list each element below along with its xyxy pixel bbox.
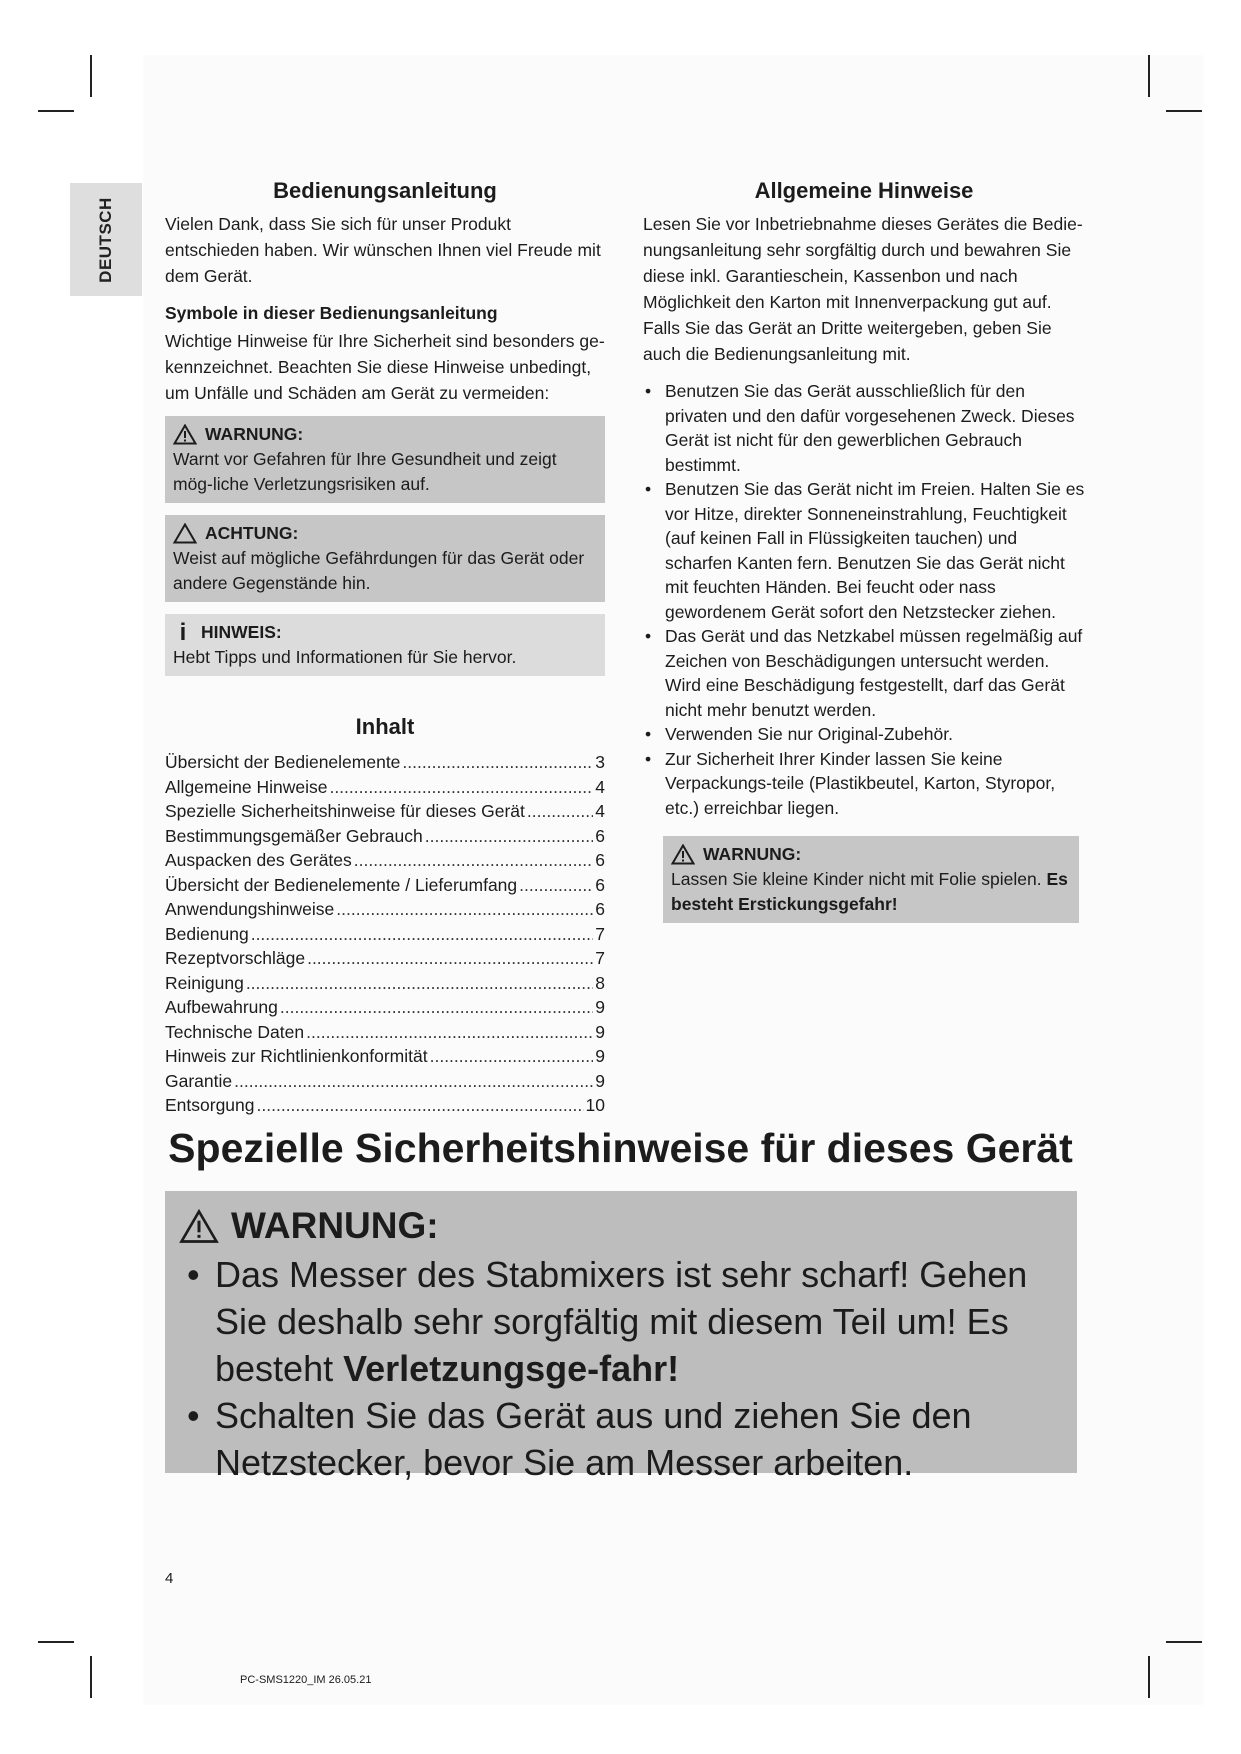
note-text: Hebt Tipps und Informationen für Sie hervor. [173, 647, 517, 667]
general-notes-title: Allgemeine Hinweise [754, 178, 974, 203]
children-warning-title: WARNUNG: [703, 844, 802, 864]
toc-row [165, 1093, 605, 1118]
toc-leader-dots [251, 922, 594, 947]
toc-page-number: 6 [595, 899, 605, 919]
special-warning-box [165, 1191, 1077, 1483]
caution-text: Weist auf mögliche Gefährdungen für das Gerät oder andere Gegenstände hin. [173, 548, 585, 593]
toc-row [165, 824, 605, 849]
general-note-item: • Zur Sicherheit Ihrer Kinder lassen Sie keine Verpackungs-teile (Plastikbeutel, Karton, Styropor, etc.) erreichbar liegen. [643, 747, 1085, 821]
toc-row [165, 848, 605, 873]
toc-leader-dots [425, 824, 594, 849]
crop-mark-bottom-right-v [1148, 1656, 1150, 1698]
toc-page-number: 4 [595, 801, 605, 821]
general-notes-list [643, 379, 1085, 820]
table-of-contents [165, 750, 605, 1118]
caution-title: ACHTUNG: [205, 523, 299, 543]
toc-leader-dots [246, 971, 593, 996]
manual-title: Bedienungsanleitung [273, 178, 497, 203]
toc-row [165, 1044, 605, 1069]
warning-triangle-icon [173, 424, 197, 445]
info-icon: i [179, 618, 187, 646]
warning-triangle-icon [671, 844, 695, 865]
toc-label: Garantie [165, 1070, 233, 1091]
children-warning-emphasis: Es besteht Erstickungsgefahr! [671, 869, 1068, 914]
toc-leader-dots [307, 946, 593, 971]
toc-label: Technische Daten [165, 1021, 305, 1042]
note-box [165, 614, 605, 676]
warning-title-row [173, 422, 597, 447]
crop-mark-top-left-h [38, 110, 74, 112]
warning-text: Warnt vor Gefahren für Ihre Gesundheit und zeigt mög-liche Verletzungsrisiken auf. [173, 449, 557, 494]
toc-row [165, 897, 605, 922]
toc-label: Übersicht der Bedienelemente [165, 752, 401, 772]
caution-box [165, 515, 605, 602]
toc-page-number: 10 [585, 1095, 605, 1115]
toc-page-number: 6 [595, 825, 605, 846]
right-column [643, 178, 1085, 923]
toc-label: Allgemeine Hinweise [165, 776, 328, 797]
note-title: HINWEIS: [201, 622, 282, 642]
toc-row [165, 873, 605, 898]
toc-row [165, 775, 605, 800]
special-warning-head [179, 1201, 1063, 1251]
page-number: 4 [165, 1570, 174, 1587]
general-note-item: • Verwenden Sie nur Original-Zubehör. [643, 722, 1085, 747]
toc-row [165, 799, 605, 824]
toc-page-number: 4 [595, 776, 605, 797]
toc-label: Bedienung [165, 923, 249, 944]
crop-mark-bottom-left-h [38, 1641, 74, 1643]
toc-leader-dots [430, 1044, 594, 1069]
toc-label: Rezeptvorschläge [165, 948, 306, 968]
toc-label: Hinweis zur Richtlinienkonformität [165, 1046, 428, 1066]
toc-row [165, 946, 605, 971]
crop-mark-top-left-v [90, 55, 92, 97]
toc-page-number: 8 [595, 972, 605, 993]
toc-label: Spezielle Sicherheitshinweise für dieses Gerät [165, 801, 525, 821]
toc-leader-dots [519, 873, 593, 898]
children-warning-box [663, 836, 1079, 923]
toc-page-number: 9 [595, 1021, 605, 1042]
toc-row [165, 750, 605, 775]
caution-triangle-icon [173, 523, 197, 544]
general-note-item: • Benutzen Sie das Gerät nicht im Freien. Halten Sie es vor Hitze, direkter Sonneneinstrahlung, Feuchtigkeit (auf keinen Fall in Flüssigkeiten tauchen) und scharfen Kanten fern. Benutzen Sie das Gerät nicht mit feuchten Händen. Bei feucht oder nass gewordenem Gerät sofort den Netzstecker ziehen. [643, 477, 1085, 624]
crop-mark-bottom-left-v [90, 1656, 92, 1698]
toc-label: Bestimmungsgemäßer Gebrauch [165, 825, 423, 846]
toc-label: Entsorgung [165, 1095, 255, 1115]
toc-leader-dots [280, 995, 593, 1020]
toc-leader-dots [402, 750, 593, 775]
toc-page-number: 6 [595, 850, 605, 870]
toc-label: Übersicht der Bedienelemente / Lieferumfang [165, 874, 518, 895]
warning-box [165, 416, 605, 503]
toc-title: Inhalt [355, 714, 415, 739]
crop-mark-top-right-v [1148, 55, 1150, 97]
toc-page-number: 3 [595, 752, 605, 772]
children-warning-text [671, 867, 1071, 917]
toc-page-number: 9 [595, 1070, 605, 1091]
symbols-heading: Symbole in dieser Bedienungsanleitung [165, 303, 498, 323]
special-warning-item-1-emphasis: Verletzungsge-fahr! [343, 1348, 680, 1389]
toc-label: Reinigung [165, 972, 244, 993]
crop-mark-bottom-right-h [1166, 1641, 1202, 1643]
general-note-item: • Benutzen Sie das Gerät ausschließlich für den privaten und den dafür vorgesehenen Zweck. Dieses Gerät ist nicht für den gewerblichen Gebrauch bestimmt. [643, 379, 1085, 477]
caution-title-row [173, 521, 597, 546]
toc-page-number: 9 [595, 1046, 605, 1066]
intro-text: Vielen Dank, dass Sie sich für unser Produkt entschieden haben. Wir wünschen Ihnen viel Freude mit dem Gerät. [165, 214, 601, 286]
children-warning-title-row [671, 842, 1071, 867]
toc-row [165, 1069, 605, 1094]
toc-leader-dots [257, 1093, 584, 1118]
toc-page-number: 9 [595, 997, 605, 1017]
warning-title: WARNUNG: [205, 424, 304, 444]
toc-leader-dots [527, 799, 593, 824]
toc-page-number: 7 [595, 923, 605, 944]
toc-row [165, 1020, 605, 1045]
toc-leader-dots [234, 1069, 593, 1094]
note-title-row [173, 620, 597, 645]
toc-leader-dots [329, 775, 593, 800]
left-column [165, 178, 605, 1118]
general-notes-intro: Lesen Sie vor Inbetriebnahme dieses Gerätes die Bedie-nungsanleitung sehr sorgfältig durch und bewahren Sie diese inkl. Garantieschein, Kassenbon und nach Möglichkeit den Karton mit Innenverpackung gut auf. Falls Sie das Gerät an Dritte weitergeben, geben Sie auch die Bedienungsanleitung mit. [643, 214, 1083, 364]
toc-page-number: 6 [595, 874, 605, 895]
toc-row [165, 971, 605, 996]
general-note-item: • Das Gerät und das Netzkabel müssen regelmäßig auf Zeichen von Beschädigungen untersucht werden. Wird eine Beschädigung festgestellt, darf das Gerät nicht mehr benutzt werden. [643, 624, 1085, 722]
children-warning-plain: Lassen Sie kleine Kinder nicht mit Folie spielen. [671, 869, 1042, 889]
crop-mark-top-right-h [1166, 110, 1202, 112]
toc-row [165, 922, 605, 947]
special-warning-item-2: • Schalten Sie das Gerät aus und ziehen Sie den Netzstecker, bevor Sie am Messer arbeiten. [179, 1392, 1063, 1486]
language-tab-label: DEUTSCH [96, 196, 115, 283]
special-safety-title: Spezielle Sicherheitshinweise für dieses Gerät [168, 1125, 1073, 1171]
toc-label: Aufbewahrung [165, 997, 278, 1017]
toc-page-number: 7 [595, 948, 605, 968]
toc-row [165, 995, 605, 1020]
toc-label: Auspacken des Gerätes [165, 850, 352, 870]
toc-leader-dots [336, 897, 593, 922]
special-warning-title: WARNUNG: [231, 1205, 439, 1246]
print-footer: PC-SMS1220_IM 26.05.21 [240, 1674, 372, 1686]
special-warning-item-1-text: Das Messer des Stabmixers ist sehr scharf! Gehen Sie deshalb sehr sorgfältig mit diesem Teil um! Es besteht [215, 1254, 1028, 1389]
special-warning-item-1 [179, 1251, 1063, 1392]
toc-leader-dots [306, 1020, 593, 1045]
toc-label: Anwendungshinweise [165, 899, 335, 919]
warning-triangle-icon [179, 1209, 219, 1244]
language-tab [70, 183, 142, 296]
toc-leader-dots [354, 848, 593, 873]
symbols-text: Wichtige Hinweise für Ihre Sicherheit sind besonders ge-kennzeichnet. Beachten Sie diese Hinweise unbedingt, um Unfälle und Schäden am Gerät zu vermeiden: [165, 331, 605, 403]
